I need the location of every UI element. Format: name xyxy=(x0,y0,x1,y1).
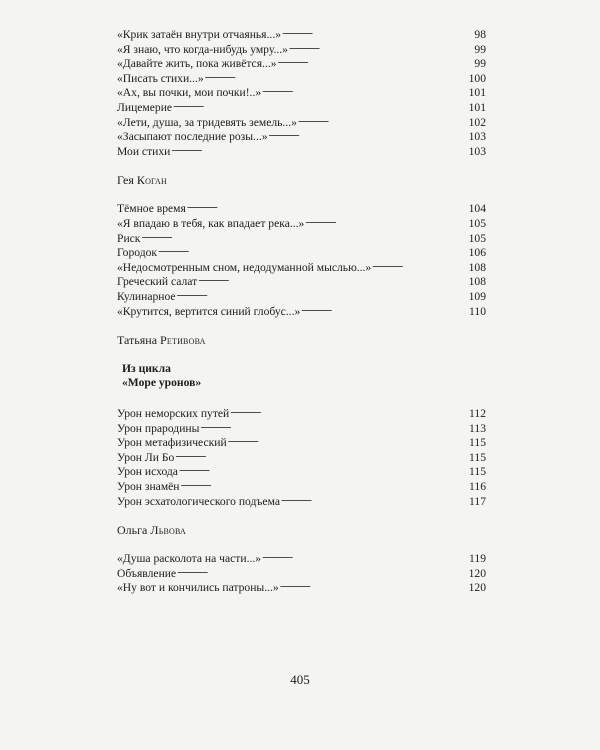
toc-entry-title: «Лети, душа, за тридевять земель...» xyxy=(117,115,297,129)
toc-entry-title: Риск xyxy=(117,231,141,245)
dot-leader xyxy=(198,275,467,285)
toc-entry-title: «Крутится, вертится синий глобус...» xyxy=(117,304,301,318)
toc-entry-page: 108 xyxy=(468,275,486,289)
dot-leader xyxy=(282,28,469,38)
toc-entry-page: 101 xyxy=(468,100,486,114)
toc-entry-title: Мои стихи xyxy=(117,144,171,158)
dot-leader xyxy=(298,116,468,126)
toc-entry-title: «Крик затаён внутри отчаянья...» xyxy=(117,28,282,41)
dot-leader xyxy=(187,202,468,212)
dot-leader xyxy=(305,217,467,227)
toc-entry-page: 116 xyxy=(469,480,486,494)
dot-leader xyxy=(173,101,468,111)
toc-entry-title: Урон метафизический xyxy=(117,436,227,450)
cycle-heading-line: Из цикла xyxy=(122,362,171,376)
toc-entry xyxy=(117,28,486,43)
toc-entry xyxy=(117,43,486,58)
toc-entry-page: 117 xyxy=(469,494,486,508)
toc-entry xyxy=(117,217,486,232)
dot-leader xyxy=(200,422,468,432)
dot-leader xyxy=(171,145,467,155)
author-last-name: Львова xyxy=(150,523,187,538)
toc-entry-title: Городок xyxy=(117,246,158,260)
toc-entry-title: «Засыпают последние розы...» xyxy=(117,130,268,144)
toc-entry xyxy=(117,436,486,451)
toc-entry-page: 99 xyxy=(474,57,486,71)
dot-leader xyxy=(228,436,468,446)
toc-entry-title: «Недосмотренным сном, недодуманной мыслью...» xyxy=(117,260,372,274)
dot-leader xyxy=(280,581,468,591)
toc-entry-page: 101 xyxy=(468,86,486,100)
author-heading xyxy=(117,523,486,538)
toc-entry xyxy=(117,246,486,261)
toc-entry-title: «Давайте жить, пока живётся...» xyxy=(117,57,277,71)
toc-entry-page: 110 xyxy=(469,304,486,318)
dot-leader xyxy=(281,495,468,505)
dot-leader xyxy=(278,57,469,67)
toc-entry-page: 104 xyxy=(468,202,486,216)
toc-entry-title: «Я знаю, что когда-нибудь умру...» xyxy=(117,42,288,56)
toc-entry-title: Тёмное время xyxy=(117,202,186,216)
toc-entry xyxy=(117,290,486,305)
dot-leader xyxy=(177,290,468,300)
dot-leader xyxy=(269,130,468,140)
author-last-name: Коган xyxy=(136,173,167,188)
toc-entry xyxy=(117,232,486,247)
dot-leader xyxy=(141,232,467,242)
toc-entry xyxy=(117,86,486,101)
toc-entry-title: Урон эсхатологического подъема xyxy=(117,494,280,508)
toc-entry-title: Урон неморских путей xyxy=(117,407,230,421)
toc-entry xyxy=(117,202,486,217)
dot-leader xyxy=(175,451,468,461)
toc-entry-page: 120 xyxy=(468,581,486,595)
toc-entry xyxy=(117,305,486,320)
toc-entry-page: 108 xyxy=(468,260,486,274)
toc-entry xyxy=(117,495,486,510)
toc-entry xyxy=(117,145,486,160)
dot-leader xyxy=(301,305,468,315)
toc-entry-page: 105 xyxy=(468,231,486,245)
toc-entry-page: 98 xyxy=(474,28,486,41)
toc-entry-page: 100 xyxy=(468,71,486,85)
toc-entry-page: 105 xyxy=(468,216,486,230)
toc-entry-page: 106 xyxy=(468,246,486,260)
toc-entry-page: 102 xyxy=(468,115,486,129)
toc-entry xyxy=(117,581,486,596)
dot-leader xyxy=(158,246,468,256)
toc-entry-page: 113 xyxy=(469,421,486,435)
toc-entry-page: 120 xyxy=(468,566,486,580)
toc-entry-title: Греческий салат xyxy=(117,275,198,289)
toc-entry-title: Урон исхода xyxy=(117,465,178,479)
toc-entry-title: Объявление xyxy=(117,566,177,580)
toc-entry-title: «Я впадаю в тебя, как впадает река...» xyxy=(117,216,305,230)
toc-entry xyxy=(117,407,486,422)
dot-leader xyxy=(177,567,467,577)
toc-entry-title: Урон Ли Бо xyxy=(117,450,175,464)
toc-entry xyxy=(117,465,486,480)
toc-entry xyxy=(117,130,486,145)
toc-entry xyxy=(117,261,486,276)
table-of-contents xyxy=(117,28,486,596)
toc-entry-page: 115 xyxy=(469,436,486,450)
dot-leader xyxy=(205,72,468,82)
toc-entry xyxy=(117,101,486,116)
toc-entry-page: 99 xyxy=(474,42,486,56)
page-number: 405 xyxy=(290,672,310,687)
cycle-heading xyxy=(122,362,486,390)
toc-entry-page: 112 xyxy=(469,407,486,421)
toc-entry-title: «Писать стихи...» xyxy=(117,71,204,85)
toc-entry xyxy=(117,480,486,495)
toc-entry-page: 115 xyxy=(469,450,486,464)
toc-entry-title: Урон прародины xyxy=(117,421,200,435)
toc-entry-page: 119 xyxy=(469,552,486,566)
toc-entry-page: 109 xyxy=(468,289,486,303)
author-heading xyxy=(117,173,486,188)
toc-entry-title: «Ну вот и кончились патроны...» xyxy=(117,581,279,595)
toc-entry xyxy=(117,72,486,87)
toc-entry-page: 103 xyxy=(468,144,486,158)
toc-entry xyxy=(117,567,486,582)
dot-leader xyxy=(181,480,469,490)
toc-entry-title: Лицемерие xyxy=(117,100,173,114)
dot-leader xyxy=(179,465,468,475)
toc-entry xyxy=(117,552,486,567)
dot-leader xyxy=(262,552,468,562)
author-first-name: Гея xyxy=(117,173,134,188)
dot-leader xyxy=(262,86,467,96)
cycle-heading-line: «Море уронов» xyxy=(122,376,202,390)
toc-entry xyxy=(117,422,486,437)
toc-entry-title: Кулинарное xyxy=(117,289,176,303)
toc-entry xyxy=(117,275,486,290)
toc-entry xyxy=(117,57,486,72)
dot-leader xyxy=(289,43,469,53)
toc-entry-title: Урон знамён xyxy=(117,480,180,494)
toc-entry xyxy=(117,451,486,466)
toc-entry-title: «Ах, вы почки, мои почки!..» xyxy=(117,86,262,100)
author-heading xyxy=(117,333,486,348)
toc-entry-title: «Душа расколота на части...» xyxy=(117,552,262,566)
author-first-name: Татьяна xyxy=(117,333,158,348)
toc-entry xyxy=(117,116,486,131)
toc-entry-page: 115 xyxy=(469,465,486,479)
author-first-name: Ольга xyxy=(117,523,148,538)
dot-leader xyxy=(230,407,468,417)
dot-leader xyxy=(372,261,467,271)
author-last-name: Ретивова xyxy=(160,333,206,348)
toc-entry-page: 103 xyxy=(468,130,486,144)
